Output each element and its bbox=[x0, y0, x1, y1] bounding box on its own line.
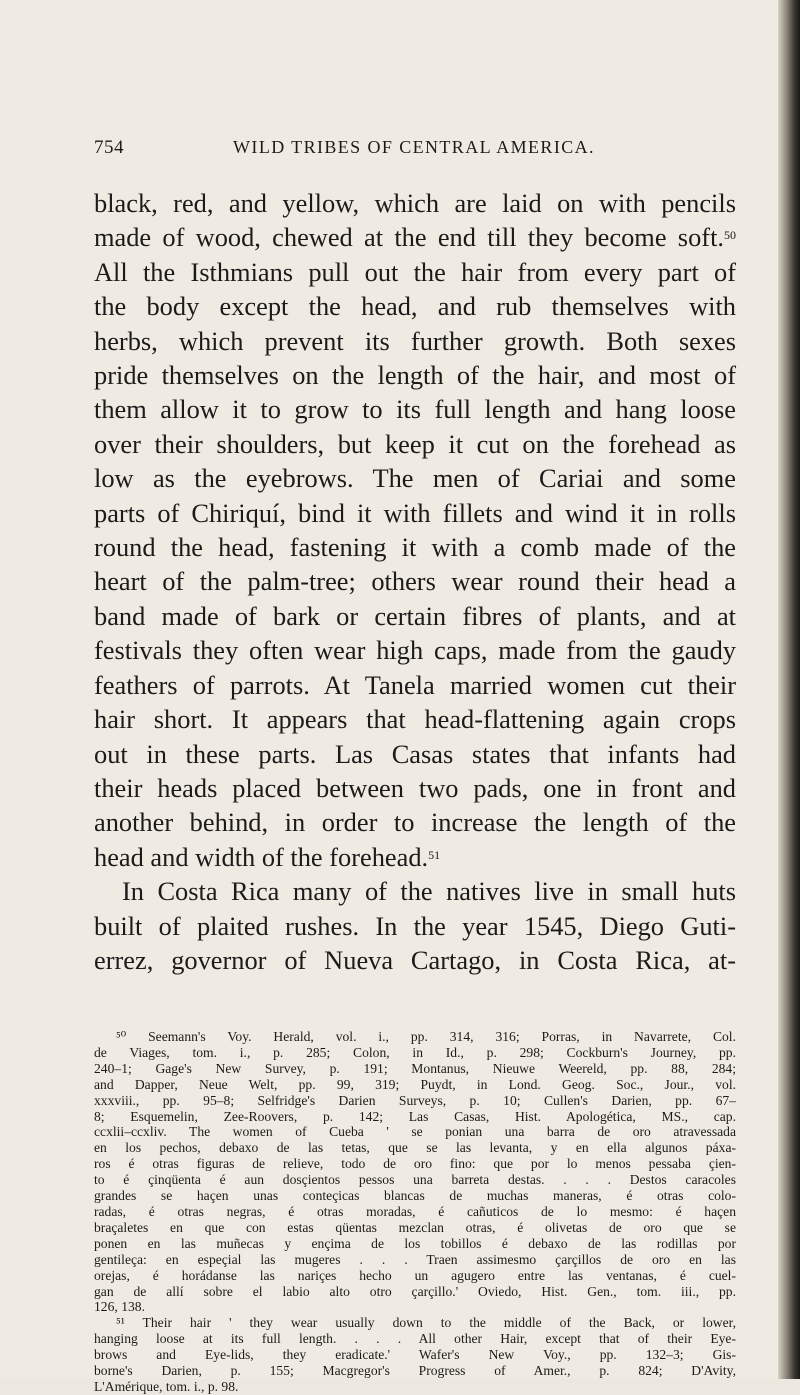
text-line: feathers of parrots. At Tanela married women cut their bbox=[94, 669, 736, 700]
footnote-line: grandes se haçen unas conteçicas blancas de muchas maneras, é otras colo- bbox=[94, 1188, 736, 1204]
footnote-line: en los pechos, debaxo de las tetas, que se las levanta, y en ella algunos páxa- bbox=[94, 1140, 736, 1156]
text-line: them allow it to grow to its full length and hang loose bbox=[94, 394, 736, 425]
text-line: low as the eyebrows. The men of Cariai and some bbox=[94, 463, 736, 494]
page-number: 754 bbox=[94, 137, 124, 158]
footnote-line: borne's Darien, p. 155; Macgregor's Progress of Amer., p. 824; D'Avity, bbox=[94, 1363, 736, 1379]
text-line: black, red, and yellow, which are laid on with pencils bbox=[94, 188, 736, 218]
footnote-line: gentileça: en espeçial las mugeres . . . Traen assimesmo çarçillos de oro en las bbox=[94, 1251, 736, 1267]
body-text bbox=[94, 186, 736, 977]
paragraph-2 bbox=[94, 874, 736, 977]
text-line: built of plaited rushes. In the year 1545, Diego Guti- bbox=[94, 910, 736, 941]
footnote-line: radas, é otras negras, é otras moradas, é cañuticos de lo mesmo: é haçen bbox=[94, 1203, 736, 1219]
text-line: another behind, in order to increase the length of the bbox=[94, 807, 736, 838]
footnote-line: 126, 138. bbox=[94, 1299, 145, 1315]
text-line: herbs, which prevent its further growth. Both sexes bbox=[94, 325, 736, 356]
running-head: WILD TRIBES OF CENTRAL AMERICA. bbox=[233, 137, 595, 157]
text-line: the body except the head, and rub themselves with bbox=[94, 291, 736, 322]
text-line: All the Isthmians pull out the hair from every part of bbox=[94, 256, 736, 287]
footnote-line: 240–1; Gage's New Survey, p. 191; Montanus, Nieuwe Weereld, pp. 88, 284; bbox=[94, 1060, 736, 1076]
page-edge-shadow bbox=[778, 0, 800, 1379]
text-line: festivals they often wear high caps, made from the gaudy bbox=[94, 635, 736, 666]
footnote-line: and Dapper, Neue Welt, pp. 99, 319; Puydt, in Lond. Geog. Soc., Jour., vol. bbox=[94, 1076, 736, 1092]
footnote-line: de Viages, tom. i., p. 285; Colon, in Id., p. 298; Cockburn's Journey, pp. bbox=[94, 1044, 736, 1060]
footnote-line: brows and Eye-lids, they eradicate.' Wafer's New Voy., pp. 132–3; Gis- bbox=[94, 1347, 736, 1363]
text-line: their heads placed between two pads, one in front and bbox=[94, 772, 736, 803]
text-line: over their shoulders, but keep it cut on the forehead as bbox=[94, 428, 736, 459]
footnote-line: ⁵¹ Their hair ' they wear usually down to the middle of the Back, or lower, bbox=[116, 1315, 736, 1331]
footnote-line: 8; Esquemelin, Zee-Roovers, p. 142; Las Casas, Hist. Apologética, MS., cap. bbox=[94, 1108, 736, 1124]
footnote-line: ccxlii–ccxliv. The women of Cueba ' se ponian una barra de oro atravessada bbox=[94, 1124, 736, 1140]
text-line: In Costa Rica many of the natives live in small huts bbox=[122, 876, 736, 907]
footnotes bbox=[94, 1029, 736, 1395]
text-line: round the head, fastening it with a comb made of the bbox=[94, 532, 736, 563]
footnote-line: ros é otras figuras de relieve, todo de oro fino: que por lo menos pessaba çien- bbox=[94, 1156, 736, 1172]
text-line: pride themselves on the length of the hair, and most of bbox=[94, 360, 736, 391]
footnote-line: braçaletes en que con estas qüentas mezclan otras, é olivetas de oro que se bbox=[94, 1219, 736, 1235]
text-line: hair short. It appears that head-flattening again crops bbox=[94, 704, 736, 735]
paragraph-1 bbox=[94, 186, 736, 874]
text-line: head and width of the forehead.$^{51}$ bbox=[94, 841, 441, 872]
footnote-line: to é çinqüenta é aun dosçientos pessos una barreta destas. . . . Destos caracoles bbox=[94, 1172, 736, 1188]
text-line: heart of the palm-tree; others wear round their head a bbox=[94, 566, 736, 597]
page-header bbox=[94, 137, 734, 167]
text-line: band made of bark or certain fibres of plants, and at bbox=[94, 600, 736, 631]
footnote-line: gan de allí sobre el labio alto otro çarçillo.' Oviedo, Hist. Gen., tom. iii., pp. bbox=[94, 1283, 736, 1299]
footnote-line: xxxviii., pp. 95–8; Selfridge's Darien Surveys, p. 10; Cullen's Darien, pp. 67– bbox=[94, 1092, 736, 1108]
footnote-line: ponen en las muñecas y ençima de los tobillos é debaxo de las rodillas por bbox=[94, 1235, 736, 1251]
footnote-line: hanging loose at its full length. . . . All other Hair, except that of their Eye- bbox=[94, 1331, 736, 1347]
footnote-ref-50: 50 bbox=[724, 228, 736, 243]
footnote-ref-51: 51 bbox=[428, 847, 441, 862]
footnote-line: L'Amérique, tom. i., p. 98. bbox=[94, 1378, 239, 1394]
text-line: errez, governor of Nueva Cartago, in Costa Rica, at- bbox=[94, 944, 736, 975]
footnote-line: ⁵⁰ Seemann's Voy. Herald, vol. i., pp. 314, 316; Porras, in Navarrete, Col. bbox=[116, 1029, 736, 1044]
text-line: parts of Chiriquí, bind it with fillets and wind it in rolls bbox=[94, 497, 736, 528]
text-line: out in these parts. Las Casas states that infants had bbox=[94, 738, 736, 769]
footnote-51 bbox=[94, 1315, 736, 1395]
footnote-50 bbox=[94, 1029, 736, 1315]
footnote-line: orejas, é horádanse las nariçes hecho un agugero entre las ventanas, é cuel- bbox=[94, 1267, 736, 1283]
text-line: made of wood, chewed at the end till they become soft.$^{50}$ bbox=[94, 222, 736, 253]
